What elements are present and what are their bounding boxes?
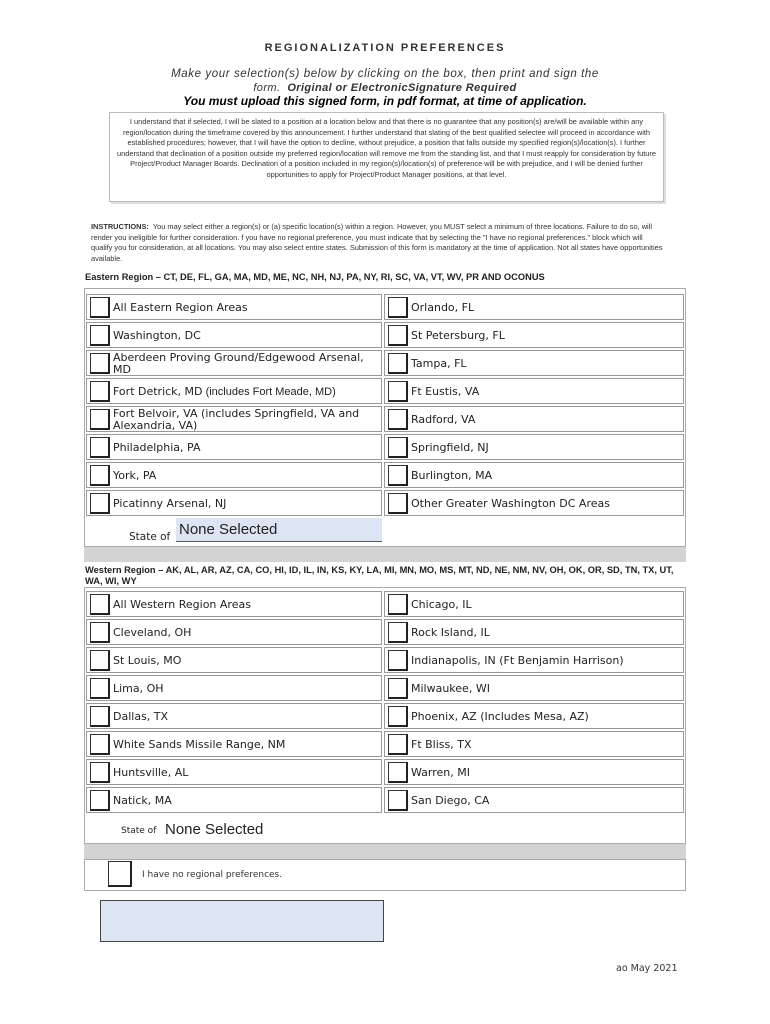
eastern-location-cell (384, 462, 684, 488)
form-title: REGIONALIZATION PREFERENCES (264, 42, 506, 54)
western-location-cell (86, 675, 382, 701)
western-location-cell (384, 703, 684, 729)
location-label: Lima, OH (113, 682, 164, 695)
location-label: Chicago, IL (411, 598, 472, 611)
location-checkbox[interactable] (90, 493, 110, 514)
location-checkbox[interactable] (90, 650, 110, 671)
location-checkbox[interactable] (90, 706, 110, 727)
western-location-cell (384, 787, 684, 813)
western-location-cell (86, 787, 382, 813)
western-location-row (86, 703, 684, 729)
eastern-location-cell (384, 322, 684, 348)
location-checkbox[interactable] (90, 437, 110, 458)
western-region-header: Western Region – AK, AL, AR, AZ, CA, CO, HI, ID, IL, IN, KS, KY, LA, MI, MN, MO, MS, MT, ND, NE, NM, NV, OH, OK, OR, SD, TN, TX, UT, WA, WI, WY (85, 565, 674, 586)
instructions (91, 222, 663, 264)
location-label: Milwaukee, WI (411, 682, 490, 695)
location-label: Fort Belvoir, VA (includes Springfield, VA and Alexandria, VA) (113, 407, 360, 432)
eastern-state-label: State of (129, 531, 171, 543)
location-label: Picatinny Arsenal, NJ (113, 497, 227, 510)
instructions-text: You may select either a region(s) or (a) specific location(s) within a region. However, you MUST select a minimum of three locations. Failure to do so, will render you ineligible for further consideration. f you have no regional preference, you must indicate that by selecting the "I have no regional preferences." block which will qualify you for consideration, at all locations. You may also select entire states. Submission of this form is mandatory at the time of application. Not all states have opportunities available. (91, 222, 663, 263)
location-label: Tampa, FL (411, 357, 467, 370)
eastern-location-row (86, 434, 684, 460)
eastern-location-row (86, 378, 684, 404)
location-label: All Eastern Region Areas (113, 301, 248, 314)
western-location-cell (384, 619, 684, 645)
location-label: York, PA (113, 469, 157, 482)
western-location-cell (86, 619, 382, 645)
eastern-location-cell (384, 406, 684, 432)
no-preference-label: I have no regional preferences. (142, 870, 283, 880)
western-location-cell (384, 731, 684, 757)
location-label: San Diego, CA (411, 794, 490, 807)
eastern-location-cell (384, 490, 684, 516)
location-label: Aberdeen Proving Ground/Edgewood Arsenal, MD (113, 351, 364, 376)
instructions-label: INSTRUCTIONS: (91, 222, 149, 231)
location-checkbox[interactable] (388, 706, 408, 727)
western-location-cell (384, 647, 684, 673)
location-label: Ft Bliss, TX (411, 738, 472, 751)
eastern-location-cell (86, 378, 382, 404)
western-location-cell (86, 703, 382, 729)
location-label: Natick, MA (113, 794, 172, 807)
location-checkbox[interactable] (90, 734, 110, 755)
western-location-row (86, 647, 684, 673)
location-checkbox[interactable] (388, 437, 408, 458)
section-divider (84, 844, 686, 859)
eastern-location-cell (384, 294, 684, 320)
western-location-cell (384, 759, 684, 785)
western-location-row (86, 675, 684, 701)
eastern-location-cell (384, 378, 684, 404)
location-label: Radford, VA (411, 413, 476, 426)
upload-requirement: You must upload this signed form, in pdf format, at time of application. (183, 94, 587, 108)
location-checkbox[interactable] (90, 678, 110, 699)
western-state-dropdown[interactable]: None Selected (165, 820, 264, 838)
eastern-location-cell (384, 350, 684, 376)
eastern-state-dropdown[interactable]: None Selected (176, 518, 382, 542)
eastern-location-cell (86, 434, 382, 460)
section-divider (84, 547, 686, 562)
location-checkbox[interactable] (90, 762, 110, 783)
no-preference-checkbox[interactable] (108, 861, 132, 887)
eastern-location-cell (86, 406, 382, 432)
eastern-location-row (86, 294, 684, 320)
location-label: White Sands Missile Range, NM (113, 738, 286, 751)
location-label: Fort Detrick, MD (includes Fort Meade, MD) (113, 385, 336, 398)
western-location-cell (86, 591, 382, 617)
eastern-location-cell (384, 434, 684, 460)
western-location-cell (86, 759, 382, 785)
western-location-cell (86, 647, 382, 673)
eastern-location-row (86, 406, 684, 432)
western-location-cell (384, 675, 684, 701)
western-location-row (86, 619, 684, 645)
location-checkbox[interactable] (388, 594, 408, 615)
location-label: Springfield, NJ (411, 441, 489, 454)
western-location-row (86, 731, 684, 757)
eastern-location-row (86, 490, 684, 516)
eastern-location-row (86, 350, 684, 376)
location-label: Other Greater Washington DC Areas (411, 497, 610, 510)
acknowledgement-statement (109, 112, 664, 202)
location-checkbox[interactable] (388, 650, 408, 671)
location-checkbox[interactable] (90, 790, 110, 811)
location-checkbox[interactable] (90, 465, 110, 486)
instruction-line-2: form. Original or ElectronicSignature Required (253, 82, 517, 94)
acknowledgement-text: I understand that if selected, I will be slated to a position at a location below and that there is no guarantee that any position(s) are/will be available within any region/location during the timeframe covered by this announcement. I further understand that slating of the best qualified selectee will proceed in accordance with established procedures; however, that I will have the option to decline, without prejudice, a position that falls outside my specified region(s)/location(s). I further understand that declination of a position outside my preferred region/location will remove me from the standing list, and that I must reapply for consideration by future Project/Product Manager Boards. Declination of a position included in my region(s)/location(s) of preference will be with prejudice, and I will be denied further opportunities to apply for Project/Product Manager positions, at that level. (117, 117, 656, 179)
location-checkbox[interactable] (388, 353, 408, 374)
location-checkbox[interactable] (388, 465, 408, 486)
eastern-region-header: Eastern Region – CT, DE, FL, GA, MA, MD, ME, NC, NH, NJ, PA, NY, RI, SC, VA, VT, WV, PR AND OCONUS (85, 272, 545, 282)
location-label: Dallas, TX (113, 710, 169, 723)
location-label: Phoenix, AZ (Includes Mesa, AZ) (411, 710, 589, 723)
location-label: Washington, DC (113, 329, 201, 342)
location-checkbox[interactable] (388, 409, 408, 430)
location-checkbox[interactable] (90, 622, 110, 643)
western-location-cell (384, 591, 684, 617)
location-checkbox[interactable] (90, 297, 110, 318)
western-location-row (86, 787, 684, 813)
location-checkbox[interactable] (90, 594, 110, 615)
location-label: Philadelphia, PA (113, 441, 201, 454)
location-checkbox[interactable] (388, 762, 408, 783)
location-label: Warren, MI (411, 766, 470, 779)
revision-date: ao May 2021 (616, 963, 678, 974)
location-checkbox[interactable] (90, 381, 110, 402)
eastern-location-cell (86, 462, 382, 488)
location-label: St Petersburg, FL (411, 329, 505, 342)
location-label: Rock Island, IL (411, 626, 490, 639)
western-state-label: State of (121, 826, 157, 836)
location-checkbox[interactable] (388, 678, 408, 699)
eastern-location-row (86, 322, 684, 348)
location-label: Ft Eustis, VA (411, 385, 480, 398)
location-checkbox[interactable] (388, 790, 408, 811)
location-checkbox[interactable] (388, 734, 408, 755)
location-checkbox[interactable] (90, 353, 110, 374)
location-checkbox[interactable] (90, 325, 110, 346)
location-checkbox[interactable] (388, 381, 408, 402)
location-checkbox[interactable] (90, 409, 110, 430)
location-checkbox[interactable] (388, 297, 408, 318)
location-checkbox[interactable] (388, 325, 408, 346)
eastern-location-cell (86, 294, 382, 320)
eastern-location-cell (86, 322, 382, 348)
instruction-line-1: Make your selection(s) below by clicking on the box, then print and sign the (171, 68, 599, 80)
western-location-row (86, 759, 684, 785)
location-label: St Louis, MO (113, 654, 182, 667)
location-label: Cleveland, OH (113, 626, 192, 639)
location-label: All Western Region Areas (113, 598, 251, 611)
location-label: Huntsville, AL (113, 766, 189, 779)
location-checkbox[interactable] (388, 493, 408, 514)
eastern-location-cell (86, 490, 382, 516)
location-label: Orlando, FL (411, 301, 475, 314)
western-location-cell (86, 731, 382, 757)
eastern-location-cell (86, 350, 382, 376)
eastern-location-row (86, 462, 684, 488)
location-label: Indianapolis, IN (Ft Benjamin Harrison) (411, 654, 624, 667)
location-checkbox[interactable] (388, 622, 408, 643)
western-location-row (86, 591, 684, 617)
location-label: Burlington, MA (411, 469, 493, 482)
signature-field[interactable] (100, 900, 384, 942)
